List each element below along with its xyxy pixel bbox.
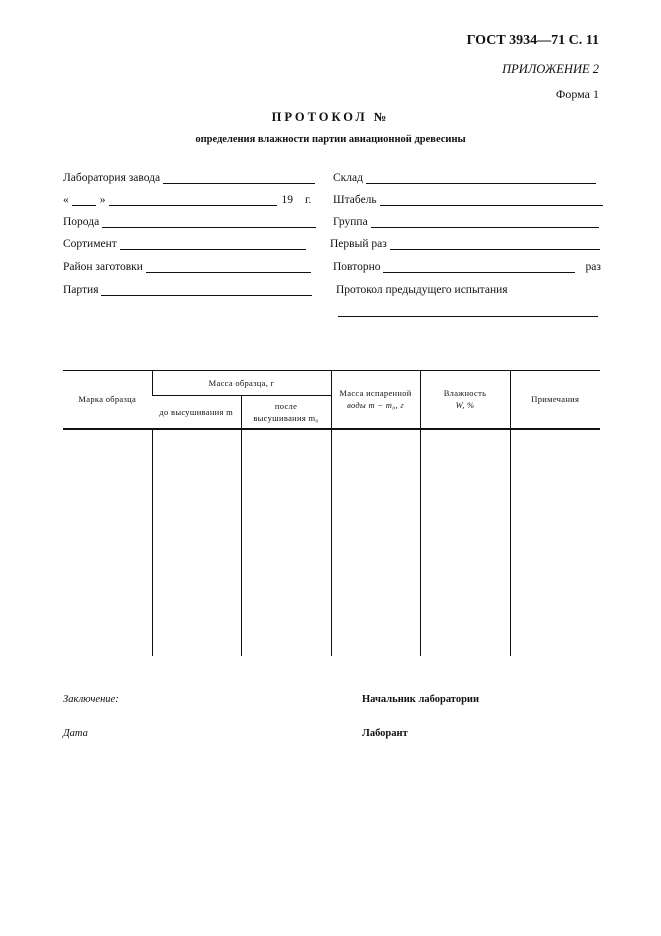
warehouse-input-line[interactable] — [366, 173, 596, 184]
group-field — [333, 216, 599, 228]
cell-sample[interactable] — [63, 429, 152, 657]
date-day-line[interactable] — [72, 195, 96, 206]
col-moist-header — [420, 371, 510, 429]
col-notes-header: Примечания — [510, 371, 600, 429]
species-input-line[interactable] — [102, 217, 316, 228]
stack-input-line[interactable] — [380, 195, 603, 206]
prev-protocol-input-line[interactable] — [338, 316, 598, 317]
lab-input-line[interactable] — [163, 173, 315, 184]
stack-label: Штабель — [333, 194, 377, 206]
first-time-input-line[interactable] — [390, 239, 600, 250]
prev-protocol-label: Протокол предыдущего испытания — [336, 284, 508, 296]
batch-field — [63, 284, 312, 296]
protocol-title: ПРОТОКОЛ № — [271, 110, 390, 124]
standard-header: ГОСТ 3934—71 С. 11 — [466, 33, 599, 48]
assortment-label: Сортимент — [63, 238, 117, 250]
protocol-subtitle: определения влажности партии авиационной древесины — [195, 134, 466, 145]
batch-input-line[interactable] — [101, 285, 312, 296]
col-evap-line1: Масса испаренной — [339, 388, 412, 399]
date-field — [63, 194, 311, 206]
group-label: Группа — [333, 216, 368, 228]
date-label: Дата — [63, 728, 88, 739]
area-field — [63, 261, 311, 273]
table-row — [63, 429, 600, 657]
results-table — [63, 370, 600, 656]
first-time-field — [330, 238, 600, 250]
col-sample-header: Марка образца — [63, 371, 152, 429]
date-suffix: г. — [305, 194, 312, 206]
col-moist-line1: Влажность — [443, 388, 487, 399]
head-of-lab-label: Начальник лаборатории — [362, 694, 480, 705]
repeat-label: Повторно — [333, 261, 381, 273]
date-quote-close: » — [99, 194, 106, 206]
species-field — [63, 216, 316, 228]
repeat-input-line[interactable] — [383, 262, 575, 273]
warehouse-field — [333, 172, 596, 184]
prev-protocol-field — [336, 284, 508, 296]
cell-mass-after[interactable] — [241, 429, 331, 657]
date-year: 19 — [281, 194, 293, 206]
cell-notes[interactable] — [510, 429, 600, 657]
area-input-line[interactable] — [146, 262, 311, 273]
warehouse-label: Склад — [333, 172, 363, 184]
col-moist-line2: W, % — [455, 400, 475, 411]
group-input-line[interactable] — [371, 217, 599, 228]
col-mass-before-header: до высушивания m — [152, 396, 241, 429]
col-evap-line2: воды m − m₀, г — [347, 400, 404, 411]
species-label: Порода — [63, 216, 100, 228]
repeat-field — [333, 261, 601, 273]
cell-mass-before[interactable] — [152, 429, 241, 657]
assortment-input-line[interactable] — [120, 239, 306, 250]
col-mass-after-header — [241, 396, 331, 429]
stack-field — [333, 194, 603, 206]
cell-evap[interactable] — [331, 429, 420, 657]
col-evap-header — [331, 371, 420, 429]
lab-label: Лаборатория завода — [63, 172, 161, 184]
batch-label: Партия — [63, 284, 99, 296]
first-time-label: Первый раз — [330, 238, 387, 250]
col-mass-header: Масса образца, г — [152, 371, 331, 396]
area-label: Район заготовки — [63, 261, 143, 273]
col-mass-after-line2: высушивания m₀ — [253, 412, 319, 423]
conclusion-label: Заключение: — [63, 694, 119, 705]
cell-moist[interactable] — [420, 429, 510, 657]
repeat-suffix: раз — [585, 261, 601, 273]
technician-label: Лаборант — [362, 728, 408, 739]
date-quote-open: « — [63, 194, 69, 206]
appendix-label: ПРИЛОЖЕНИЕ 2 — [502, 62, 599, 76]
form-label: Форма 1 — [555, 87, 599, 101]
lab-field — [63, 172, 315, 184]
date-month-line[interactable] — [109, 195, 277, 206]
col-mass-after-line1: после — [274, 400, 298, 411]
assortment-field — [63, 238, 306, 250]
